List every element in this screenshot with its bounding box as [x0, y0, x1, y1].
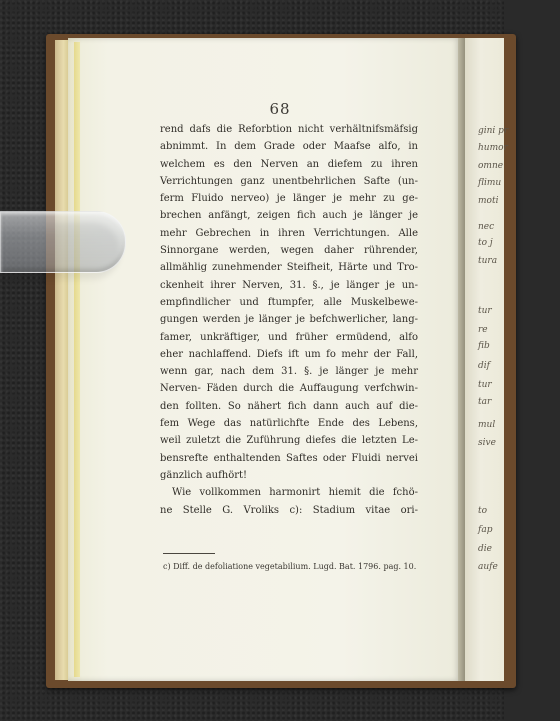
- text-line: rend dafs die Reforbtion nicht verhältnifsmäfsig: [160, 124, 418, 135]
- text-line: Wie vollkommen harmonirt hiemit die fchö-: [172, 487, 418, 499]
- text-line: ckenheit ihrer Nerven, 31. §., je länger je un-: [160, 279, 418, 291]
- fragment: nec: [478, 222, 495, 232]
- text-line: Verrichtungen ganz unentbehrlichen Safte (un-: [160, 175, 418, 187]
- fragment: fib: [478, 341, 490, 351]
- fragment: die: [478, 544, 492, 554]
- footnote-divider: [163, 553, 215, 554]
- fragment: mul: [478, 420, 496, 430]
- body-text: [160, 121, 418, 519]
- text-line: allmählig zunehmender Steifheit, Härte und Tro-: [160, 262, 418, 274]
- fragment: sive: [478, 438, 496, 448]
- footnote: c) Diff. de defoliatione vegetabilium. Lugd. Bat. 1796. pag. 10.: [163, 562, 417, 571]
- text-line: bensrefte enthaltenden Saftes oder Fluidi nervei: [160, 452, 418, 464]
- text-line: Sinnorgane werden, wegen daher rührender,: [160, 245, 418, 257]
- text-line: empfindlicher und ftumpfer, alle Muskelbewe-: [160, 296, 418, 308]
- page-number: 68: [269, 100, 291, 118]
- text-line: eher nachlaffend. Diefs ift um fo mehr der Fall,: [160, 348, 418, 360]
- fragment: tura: [478, 256, 498, 266]
- text-line: fem Wege das natürlichfte Ende des Lebens,: [160, 418, 418, 430]
- text-line: weil zuletzt die Zuführung diefes die letzten Le-: [160, 435, 418, 447]
- fragment: fap: [478, 525, 493, 535]
- fragment: gini pr: [478, 126, 509, 136]
- text-line: ne Stelle G. Vroliks c): Stadium vitae ori-: [160, 504, 418, 516]
- text-line: gungen werden je länger je befchwerlicher, lang-: [160, 314, 418, 326]
- text-line: abnimmt. In dem Grade oder Maafse alfo, in: [160, 141, 418, 153]
- text-line: famer, unkräftiger, und früher ermüdend, alfo: [160, 331, 418, 343]
- fragment: tur: [478, 306, 492, 316]
- fragment: to j: [478, 238, 493, 248]
- text-line: wenn gar, nach dem 31. §. je länger je mehr: [160, 366, 418, 378]
- fragment: omne: [478, 161, 504, 171]
- text-line: welchem es den Nerven an diefem zu ihren: [160, 158, 418, 170]
- text-line: gänzlich aufhört!: [160, 469, 248, 481]
- text-line: den follten. So nähert fich dann auch auf die-: [160, 400, 418, 412]
- fragment: moti: [478, 196, 499, 206]
- fragment: tar: [478, 397, 492, 407]
- text-line: mehr Gebrechen in ihren Verrichtungen. Alle: [160, 227, 418, 239]
- text-line: brechen anfängt, zeigen fich auch je länger je: [160, 210, 418, 222]
- text-line: Nerven- Fäden durch die Auffaugung verfchwin-: [160, 383, 418, 395]
- fragment: dif: [478, 361, 490, 371]
- fragment: to: [478, 506, 488, 516]
- page-holder-clip: [0, 211, 126, 273]
- page-edges: [55, 40, 69, 680]
- fragment: tur: [478, 380, 492, 390]
- text-line: ferm Fluido nerveo) je länger je mehr zu ge-: [160, 193, 418, 205]
- fragment: aufe: [478, 562, 498, 572]
- fragment: flimu: [478, 178, 502, 188]
- fragment: re: [478, 325, 488, 335]
- fragment: humor: [478, 143, 508, 153]
